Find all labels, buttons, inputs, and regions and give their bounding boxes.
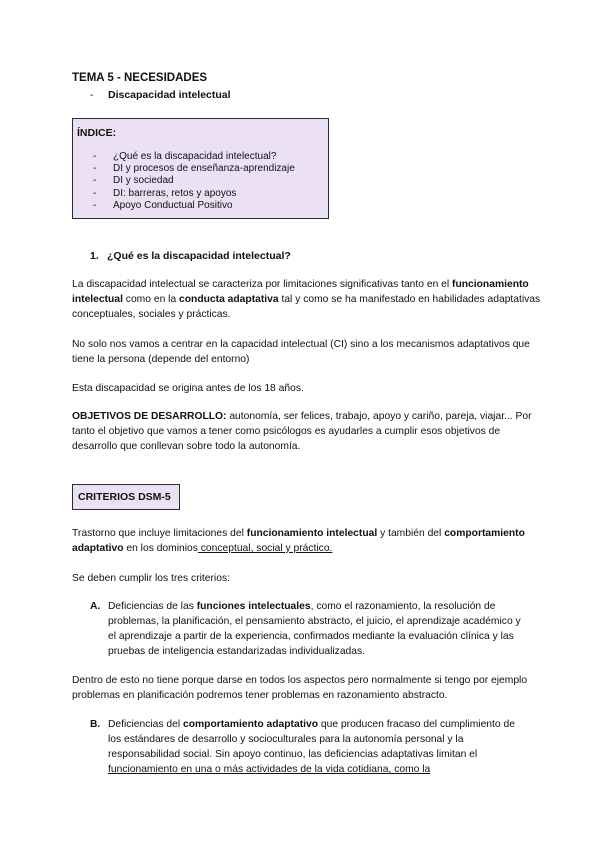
index-title: ÍNDICE: — [77, 127, 117, 139]
index-item: - ¿Qué es la discapacidad intelectual? — [93, 151, 277, 162]
paragraph-definition: La discapacidad intelectual se caracteriza por limitaciones significativas tanto en el funcionamiento intelectual como en la conducta adaptativa tal y como se ha manifestado en habilidades adaptativas conceptuales, sociales y prácticas. — [72, 279, 541, 320]
paragraph-objectives: OBJETIVOS DE DESARROLLO: autonomía, ser felices, trabajo, apoyo y cariño, pareja, viajar... Por tanto el objetivo que vamos a tener como psicólogos es ayudarles a cumplir esos objetivos de desarrollo que conllevan sobre todo la autonomía. — [72, 411, 532, 452]
paragraph-origin: Esta discapacidad se origina antes de los 18 años. — [72, 383, 304, 394]
paragraph-criteria-intro: Se deben cumplir los tres criterios: — [72, 573, 230, 584]
index-item: - Apoyo Conductual Positivo — [93, 199, 233, 211]
page-subtitle — [90, 89, 231, 101]
index-item: - DI y procesos de enseñanza-aprendizaje — [93, 163, 295, 175]
criterion-a — [90, 599, 530, 659]
paragraph-ci: No solo nos vamos a centrar en la capacidad intelectual (CI) sino a los mecanismos adaptativos que tiene la persona (depende del entorno) — [72, 339, 530, 365]
subtitle-dash: - — [90, 89, 94, 101]
paragraph-dsm5: Trastorno que incluye limitaciones del funcionamiento intelectual y también del comportamiento adaptativo en los dominios conceptual, social y práctico. — [72, 528, 525, 554]
paragraph-note: Dentro de esto no tiene porque darse en todos los aspectos pero normalmente si tengo por ejemplo problemas en planificación podremos tener problemas en razonamiento abstracto. — [72, 675, 528, 701]
criterion-letter: B. — [90, 719, 101, 730]
index-list — [93, 151, 295, 212]
index-box — [72, 118, 329, 219]
index-item: - DI: barreras, retos y apoyos — [93, 187, 237, 199]
criterion-b-text: Deficiencias del comportamiento adaptativo que producen fracaso del cumplimiento de los estándares de desarrollo y socioculturales para la autonomía personal y la responsabilidad social. Sin apoyo continuo, las deficiencias adaptativas limitan el funcionamiento en una o más actividades de la vida cotidiana, como la — [108, 719, 515, 775]
section-heading-text: ¿Qué es la discapacidad intelectual? — [107, 250, 291, 262]
criterion-b — [90, 717, 530, 777]
section-heading — [90, 250, 291, 262]
subtitle-text: Discapacidad intelectual — [108, 89, 231, 101]
criteria-box: CRITERIOS DSM-5 — [72, 484, 180, 510]
criterion-letter: A. — [90, 601, 101, 612]
index-item: - DI y sociedad — [93, 175, 174, 187]
criterion-a-text: Deficiencias de las funciones intelectuales, como el razonamiento, la resolución de problemas, la planificación, el pensamiento abstracto, el juicio, el aprendizaje académico y el aprendizaje a partir de la experiencia, confirmados mediante la evaluación clínica y las pruebas de inteligencia estandarizadas individualizadas. — [108, 601, 521, 657]
section-number: 1. — [90, 250, 99, 262]
page-title: TEMA 5 - NECESIDADES — [72, 72, 208, 84]
